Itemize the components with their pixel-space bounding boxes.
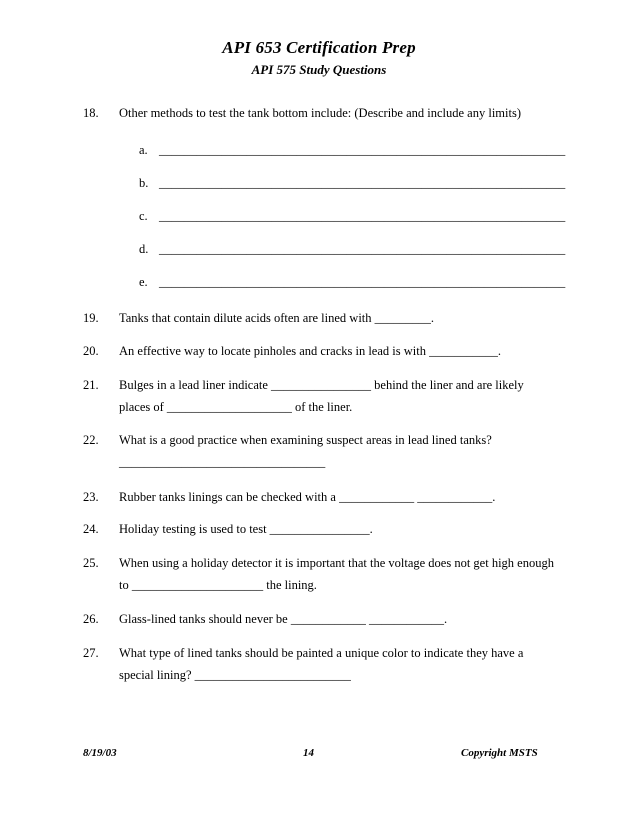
footer-date: 8/19/03 (83, 747, 117, 759)
question-text: places of ____________________ of the liner. (119, 400, 353, 414)
question-number: 26. (83, 612, 99, 626)
question-text: Other methods to test the tank bottom include: (Describe and include any limits) (119, 106, 521, 120)
answer-blank: _________________________________ (119, 455, 326, 469)
answer-blank: _________________________________________________________________ (159, 275, 566, 289)
question-number: 27. (83, 646, 99, 660)
question-text: An effective way to locate pinholes and cracks in lead is with ___________. (119, 344, 501, 358)
subitem-letter: a. (139, 143, 148, 157)
question-number: 20. (83, 344, 99, 358)
question-text: Rubber tanks linings can be checked with a ____________ ____________. (119, 490, 496, 504)
question-number: 24. (83, 522, 99, 536)
question-number: 21. (83, 378, 99, 392)
answer-blank: _________________________________________________________________ (159, 176, 566, 190)
question-number: 22. (83, 433, 99, 447)
subitem-letter: c. (139, 209, 148, 223)
question-text: Glass-lined tanks should never be ____________ ____________. (119, 612, 448, 626)
question-text: What is a good practice when examining suspect areas in lead lined tanks? (119, 433, 492, 447)
question-number: 18. (83, 106, 99, 120)
question-number: 25. (83, 556, 99, 570)
question-text: Tanks that contain dilute acids often are lined with _________. (119, 311, 435, 325)
answer-blank: _________________________________________________________________ (159, 209, 566, 223)
question-text: What type of lined tanks should be painted a unique color to indicate they have a (119, 646, 524, 660)
page-header (0, 38, 638, 78)
page-title: API 653 Certification Prep (222, 38, 416, 57)
question-text: Holiday testing is used to test ________________. (119, 522, 373, 536)
question-text: Bulges in a lead liner indicate ________________ behind the liner and are likely (119, 378, 524, 392)
footer-copyright: Copyright MSTS (461, 747, 538, 759)
subitem-letter: b. (139, 176, 149, 190)
answer-blank: _________________________________________________________________ (159, 242, 566, 256)
page-subtitle: API 575 Study Questions (251, 62, 387, 77)
answer-blank: _________________________________________________________________ (159, 143, 566, 157)
question-number: 19. (83, 311, 99, 325)
question-text: to _____________________ the lining. (119, 578, 317, 592)
subitem-letter: e. (139, 275, 148, 289)
question-text: special lining? _________________________ (119, 668, 351, 682)
question-number: 23. (83, 490, 99, 504)
subitem-letter: d. (139, 242, 149, 256)
question-text: When using a holiday detector it is important that the voltage does not get high enough (119, 556, 554, 570)
footer-page-number: 14 (303, 747, 314, 759)
